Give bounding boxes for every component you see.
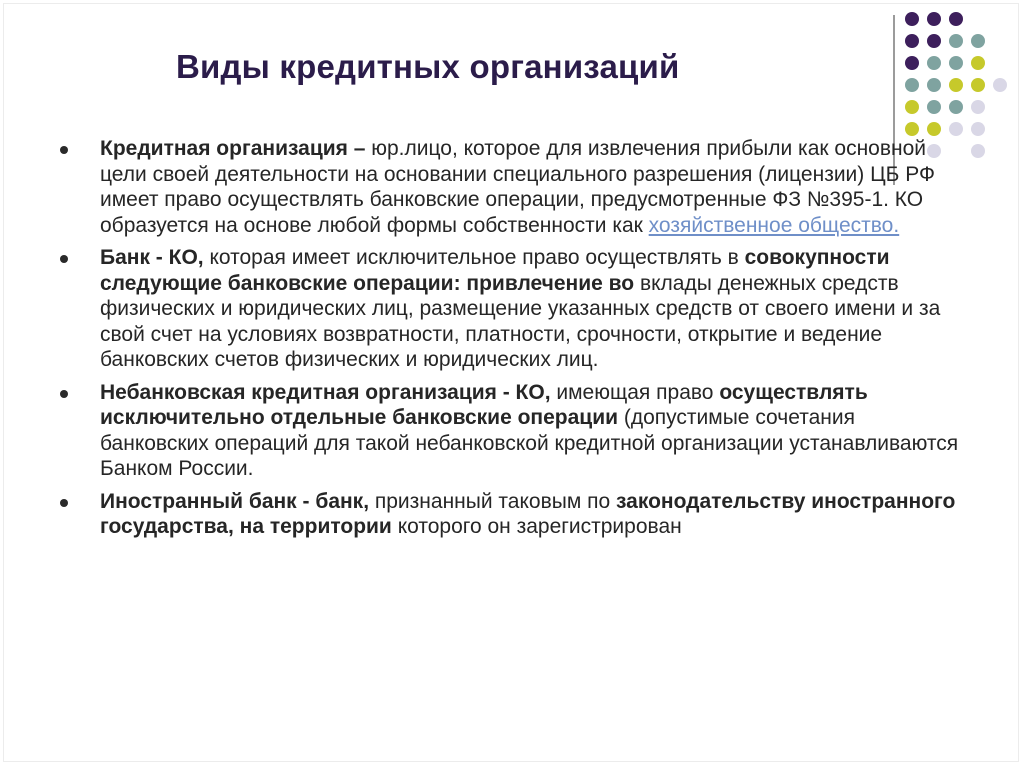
definition-bank-bold: совокупности следующие банковские операции: привлечение во [100,246,890,295]
bullet-icon [60,146,68,154]
slide-title: Виды кредитных организаций [176,48,680,85]
bullet-list [60,136,960,547]
link-business-company[interactable]: хозяйственное общество. [648,213,900,237]
decorative-dot [971,34,985,48]
decorative-dot [949,34,963,48]
decorative-dot [927,122,941,136]
decorative-dot [905,122,919,136]
definition-bank-part2: вклады денежных средств физических и юридических лиц, размещение указанных средств от своего имени и за свой счет на условиях возвратности, платности, срочности, открытие и ведение банковских счетов физических и юридических лиц. [100,271,941,371]
decorative-dot [927,78,941,92]
decorative-dot [971,56,985,70]
decorative-dot [949,100,963,114]
term-bank: Банк - КО, [100,246,204,269]
decorative-dot [927,100,941,114]
list-item-credit-organization [60,136,960,238]
decorative-dot [971,144,985,158]
decorative-dot [905,34,919,48]
decorative-dot [949,56,963,70]
definition-foreign-bank-part2: которого он зарегистрирован [391,515,682,538]
list-item-foreign-bank [60,489,960,540]
decorative-dot [949,78,963,92]
definition-nonbank-bold: осуществлять исключительно отдельные банковские операции [100,380,868,429]
definition-foreign-bank-bold: законодательству иностранного государства, на территории [100,489,956,538]
decorative-dot [971,78,985,92]
decorative-dot [949,122,963,136]
decorative-dot [905,100,919,114]
decorative-dot [905,56,919,70]
decorative-dot [971,100,985,114]
definition-bank-part1: которая имеет исключительное право осуществлять в [203,246,745,269]
decorative-dot [927,12,941,26]
list-item-nonbank [60,380,960,482]
bullet-icon [60,255,68,263]
definition-nonbank-part2: (допустимые сочетания банковских операций для такой небанковской кредитной организации устанавливаются Банком России. [100,406,959,480]
bullet-icon [60,390,68,398]
bullet-icon [60,499,68,507]
decorative-dot [993,78,1007,92]
decorative-dot [927,56,941,70]
decorative-dot [905,12,919,26]
decorative-dot [905,78,919,92]
decorative-dot [927,34,941,48]
definition-nonbank-part1: имеющая право [550,380,720,404]
term-foreign-bank: Иностранный банк - банк, [100,489,370,513]
definition-credit-organization: юр.лицо, которое для извлечения прибыли как основной цели своей деятельности на основании специального разрешения (лицензии) ЦБ РФ имеет право осуществлять банковские операции, предусмотренные ФЗ №395-1. КО образуется на основе любой формы собственности как [100,137,936,237]
list-item-bank [60,245,960,373]
term-credit-organization: Кредитная организация – [100,137,366,160]
decorative-dot [971,122,985,136]
definition-foreign-bank-part1: признанный таковым по [369,489,616,513]
decorative-dot [949,12,963,26]
term-nonbank: Небанковская кредитная организация - КО, [100,380,551,404]
